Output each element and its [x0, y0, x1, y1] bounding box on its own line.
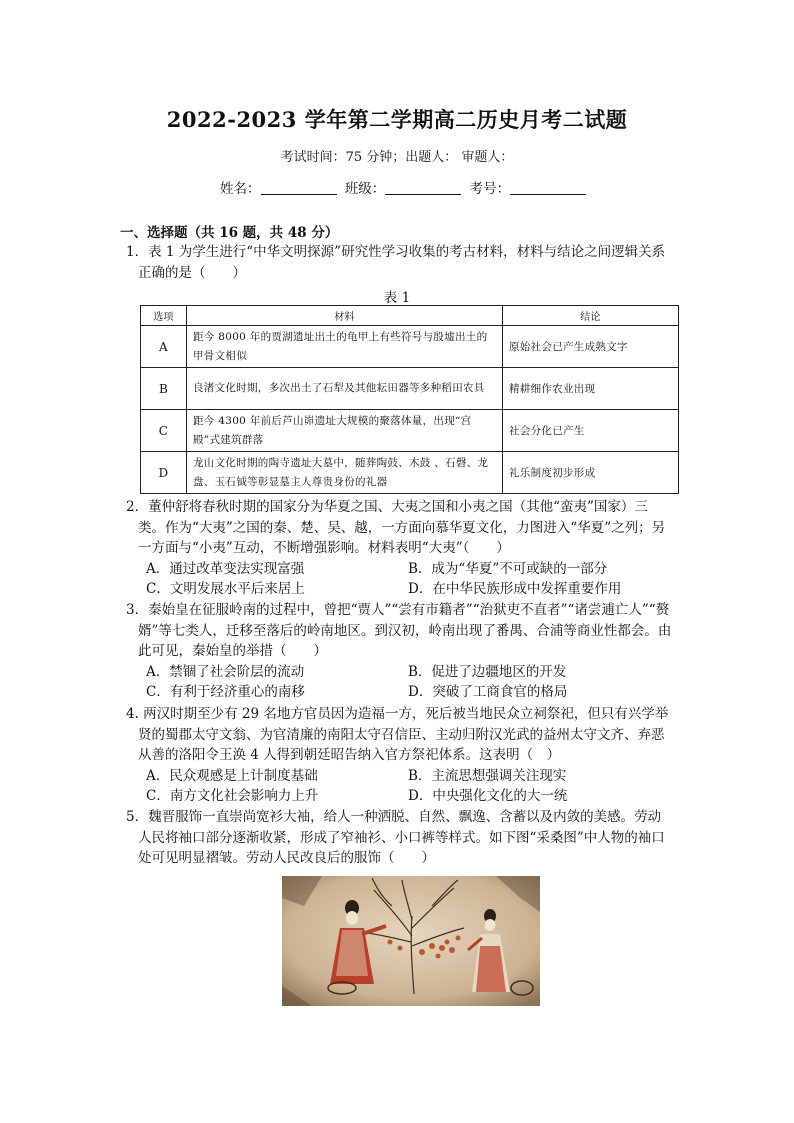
- class-label: 班级：: [344, 181, 386, 197]
- table-header: 选项: [141, 306, 187, 326]
- option-d[interactable]: D．突破了工商食官的格局: [408, 684, 568, 700]
- option-b[interactable]: B．主流思想强调关注现实: [408, 767, 567, 784]
- question-5: [126, 807, 674, 869]
- option-a[interactable]: A．民众观感是上计制度基础: [146, 767, 318, 784]
- question-stem: 2．董仲舒将春秋时期的国家分为华夏之国、大夷之国和小夷之国（其他“蛮夷”国家）三类。作为“大夷”之国的秦、楚、吴、越，一方面向慕华夏文化，力图进入“华夏”之列；另一方面与“小夷”互动，不断增强影响。材料表明“大夷”（ ）: [126, 499, 666, 556]
- table-caption: 表 1: [383, 290, 411, 306]
- table-cell-option: C: [141, 410, 187, 452]
- question-2: [126, 497, 674, 600]
- mulberry-picking-mural: [282, 876, 540, 1006]
- table-header: 结论: [503, 306, 679, 326]
- option-a[interactable]: A．通过改革变法实现富强: [146, 560, 305, 577]
- table-row: [141, 368, 679, 410]
- table-cell-option: B: [141, 368, 187, 410]
- option-b[interactable]: B．成为“华夏”不可或缺的一部分: [408, 560, 608, 577]
- options: [126, 662, 674, 703]
- option-b[interactable]: B．促进了边疆地区的开发: [408, 663, 567, 680]
- option-d[interactable]: D．中央强化文化的大一统: [408, 788, 568, 804]
- option-c[interactable]: C．文明发展水平后来居上: [146, 581, 305, 597]
- question-3: [126, 600, 674, 703]
- option-c[interactable]: C．南方文化社会影响力上升: [146, 788, 319, 804]
- question-stem: 5．魏晋服饰一直崇尚宽衫大袖，给人一种洒脱、自然、飘逸、含蓄以及内敛的美感。劳动人民将袖口部分逐渐收紧，形成了窄袖衫、小口裤等样式。如下图“采桑图”中人物的袖口处可见明显褶皱。劳动人民改良后的服饰（ ）: [126, 809, 665, 866]
- table-row: [141, 326, 679, 368]
- table-cell-material: 距今 4300 年前后芦山峁遗址大规模的聚落体量，出现“宫殿”式建筑群落: [187, 410, 503, 452]
- page-title: 2022-2023 学年第二学期高二历史月考二试题: [166, 107, 628, 132]
- options: [126, 559, 674, 600]
- table-cell-material: 距今 8000 年的贾湖遗址出土的龟甲上有些符号与殷墟出土的甲骨文相似: [187, 326, 503, 368]
- evidence-table: [140, 305, 679, 494]
- option-c[interactable]: C．有利于经济重心的南移: [146, 684, 305, 700]
- question-4: [126, 704, 674, 807]
- table-cell-conclusion: 礼乐制度初步形成: [503, 452, 679, 494]
- student-info-fields: [220, 177, 590, 197]
- table-cell-material: 良渚文化时期，多次出土了石犁及其他耘田器等多种稻田农具: [187, 368, 503, 410]
- table-row: [141, 410, 679, 452]
- table-cell-conclusion: 社会分化已产生: [503, 410, 679, 452]
- table-cell-conclusion: 原始社会已产生成熟文字: [503, 326, 679, 368]
- option-d[interactable]: D．在中华民族形成中发挥重要作用: [408, 581, 622, 597]
- number-blank[interactable]: [510, 180, 586, 195]
- table-cell-material: 龙山文化时期的陶寺遗址大墓中，随葬陶鼓、木鼓 、石磬、龙盘、玉石钺等彰显墓主人尊贵身份的礼器: [187, 452, 503, 494]
- question-1: [126, 242, 674, 283]
- number-label: 考号：: [469, 181, 511, 197]
- class-blank[interactable]: [385, 180, 461, 195]
- question-stem: 4. 两汉时期至少有 29 名地方官员因为造福一方，死后被当地民众立祠祭祀，但只有兴学举贤的蜀郡太守文翁、为官清廉的南阳太守召信臣、主动归附汉光武的益州太守文齐、弃恶从善的洛阳令王涣 4 人得到朝廷昭告纳入官方祭祀体系。这表明（ ）: [126, 706, 669, 763]
- table-header-row: [141, 306, 679, 326]
- table-row: [141, 452, 679, 494]
- question-stem: 3．秦始皇在征服岭南的过程中，曾把“贾人”“尝有市籍者”“治狱吏不直者”“诸尝逋亡人”“赘婿”等七类人，迁移至落后的岭南地区。到汉初，岭南出现了番禺、合浦等商业性都会。由此可见，秦始皇的举措（ ）: [126, 602, 672, 659]
- name-blank[interactable]: [261, 180, 337, 195]
- exam-info: 考试时间：75 分钟；出题人： 审题人：: [280, 150, 514, 165]
- name-label: 姓名：: [220, 181, 261, 197]
- table-cell-conclusion: 精耕细作农业出现: [503, 368, 679, 410]
- section-heading: 一、选择题（共 16 题，共 48 分）: [120, 225, 339, 241]
- question-stem: 1．表 1 为学生进行“中华文明探源”研究性学习收集的考古材料，材料与结论之间逻辑关系正确的是（ ）: [126, 244, 666, 281]
- table-cell-option: D: [141, 452, 187, 494]
- option-a[interactable]: A．禁锢了社会阶层的流动: [146, 663, 305, 680]
- options: [126, 766, 674, 807]
- table-header: 材料: [187, 306, 503, 326]
- table-cell-option: A: [141, 326, 187, 368]
